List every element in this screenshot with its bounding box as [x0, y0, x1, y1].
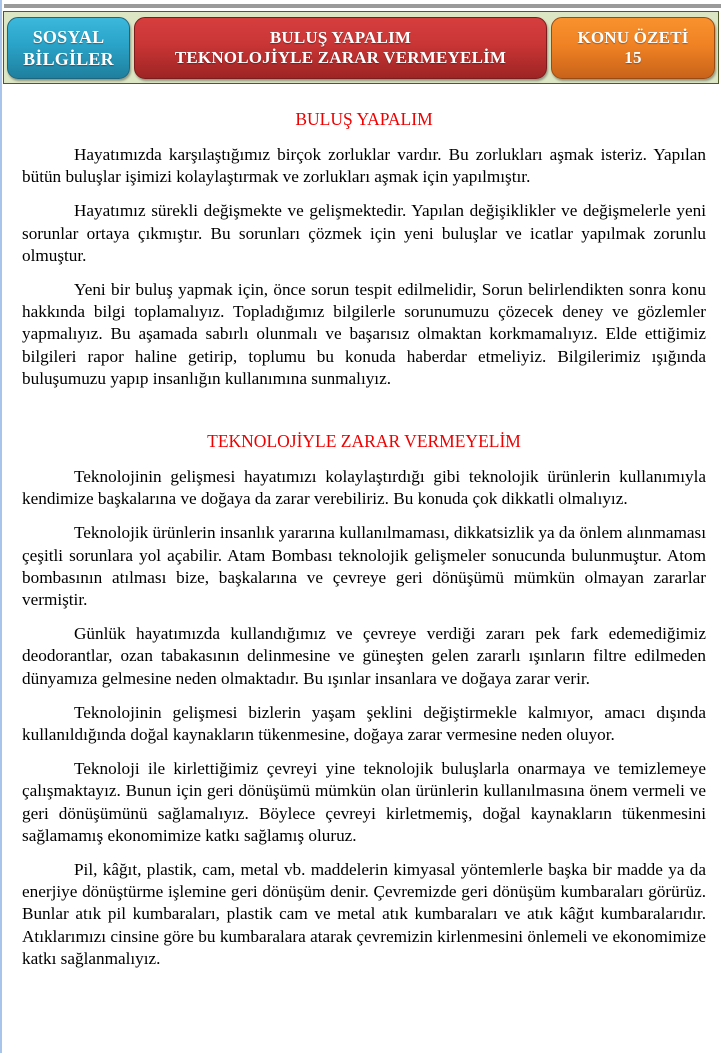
- summary-label: KONU ÖZETİ: [577, 28, 689, 47]
- subject-badge: [7, 17, 130, 79]
- paragraph: Teknolojik ürünlerin insanlık yararına kullanılmaması, dikkatsizlik ya da önlem alınmaması çeşitli sorunlara yol açabilir. Atam Bombası teknolojik gelişmeler sonucunda bulunmuştur. Atom bombasının atılması bize, başkalarına ve çevreye geri dönüşümü mümkün olmayan zararlar vermiştir.: [22, 523, 706, 610]
- subject-line-2: BİLGİLER: [23, 49, 114, 69]
- section-title: TEKNOLOJİYLE ZARAR VERMEYELİM: [207, 431, 521, 452]
- left-margin-rule: [0, 0, 2, 1053]
- section-title: BULUŞ YAPALIM: [295, 109, 433, 129]
- section-bulus-yapalim: [22, 108, 706, 390]
- topic-title-line-2: TEKNOLOJİYLE ZARAR VERMEYELİM: [174, 48, 507, 67]
- topic-title-badge: [134, 17, 547, 79]
- paragraph: Yeni bir buluş yapmak için, önce sorun tespit edilmelidir, Sorun belirlendikten sonra konu hakkında bilgi toplamalıyız. Topladığımız bilgilerle sorunumuzu çözecek deney ve gözlemler yapmalıyız. Bu aşamada sabırlı olunmalı ve başarısız olmaktan korkmamalıyız. Elde ettiğimiz bilgileri rapor haline getirip, toplumu bu konuda haberdar etmeliyiz. Bilgilerimiz ışığında buluşumuzu yapıp insanlığın kullanımına sunmalıyız.: [22, 280, 706, 388]
- paragraph: Teknoloji ile kirlettiğimiz çevreyi yine teknolojik buluşlarla onarmaya ve temizlemeye çalışmaktayız. Bunun için geri dönüşümü mümkün olan ürünlerin kullanılmasına önem vermeli ve geri dönüşümünü sağlamalıyız. Böylece çevreyi kirletmemiş, doğal kaynakların tükenmesini sağlamamış ekonomimize katkı sağlamış oluruz.: [22, 759, 706, 845]
- paragraph: Hayatımız sürekli değişmekte ve gelişmektedir. Yapılan değişiklikler ve değişmelerle yeni sorunlar ortaya çıkmıştır. Bu sorunları çözmek için yeni buluşlar ve icatlar yapılmak zorunlu olmuştur.: [22, 201, 706, 265]
- summary-number-badge: [551, 17, 715, 79]
- top-divider: [4, 4, 721, 8]
- topic-title-line-1: BULUŞ YAPALIM: [269, 28, 412, 47]
- paragraph: Pil, kâğıt, plastik, cam, metal vb. maddelerin kimyasal yöntemlerle başka bir madde ya da enerjiye dönüştürme işlemine geri dönüşüm denir. Çevremizde geri dönüşüm kumbaraları görürüz. Bunlar atık pil kumbaraları, plastik cam ve metal atık kumbaraları ve atık kâğıt kumbaralarıdır. Atıklarımızı cinsine göre bu kumbaralara atarak çevremizin kirlenmesini önlemeli ve ekonomimize katkı sağlanmalıyız.: [22, 860, 706, 968]
- header-banner: [3, 11, 719, 84]
- paragraph: Hayatımızda karşılaştığımız birçok zorluklar vardır. Bu zorlukları aşmak isteriz. Yapılan bütün buluşlar işimizi kolaylaştırmak ve zorlukları aşmak için yapılmıştır.: [22, 145, 706, 187]
- subject-line-1: SOSYAL: [32, 27, 105, 47]
- paragraph: Teknolojinin gelişmesi hayatımızı kolaylaştırdığı gibi teknolojik ürünlerin kullanımıyla kendimize başkalarına ve doğaya da zarar verebiliriz. Bu konuda çok dikkatli olmalıyız.: [22, 467, 706, 509]
- section-teknolojiyle-zarar-vermeyelim: [22, 430, 706, 970]
- paragraph: Teknolojinin gelişmesi bizlerin yaşam şeklini değiştirmekle kalmıyor, amacı dışında kullanıldığında doğal kaynakların tükenmesine, doğaya zarar vermesine neden oluyor.: [22, 702, 706, 745]
- summary-number: 15: [624, 48, 642, 67]
- paragraph: Günlük hayatımızda kullandığımız ve çevreye verdiği zararı pek fark edemediğimiz deodorantlar, ozan tabakasının delinmesine ve güneşten gelen zararlı ışınların filtre edilmeden dünyamıza gelmesine neden olmaktadır. Bu ışınlar insanlara ve doğaya zarar verir.: [22, 624, 706, 688]
- document-body: [22, 108, 706, 970]
